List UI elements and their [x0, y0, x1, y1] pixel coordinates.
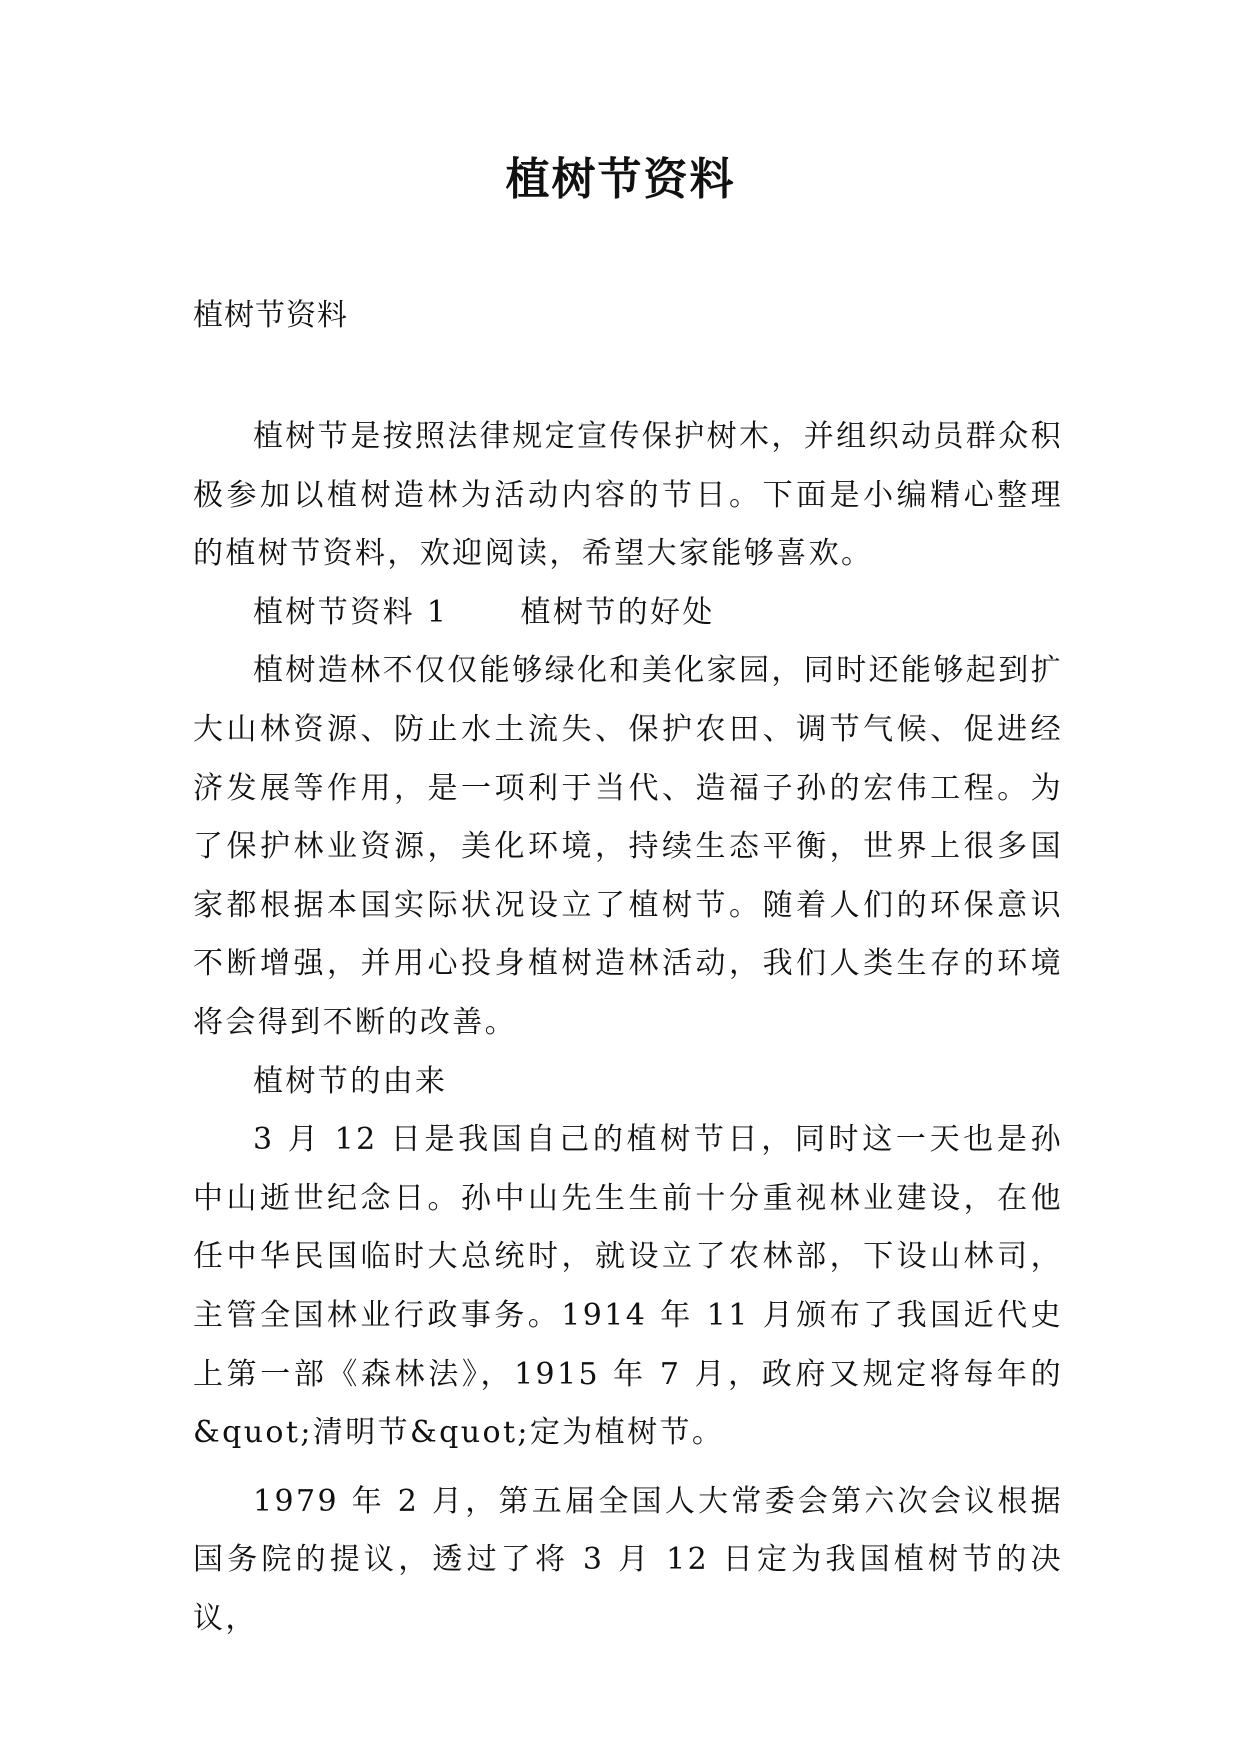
document-body [193, 408, 1063, 1648]
decision-paragraph: 1979 年 2 月，第五届全国人大常委会第六次会议根据国务院的提议，透过了将 3 月 12 日定为我国植树节的决议， [193, 1483, 1063, 1636]
section1-heading-line [193, 584, 1063, 643]
document-subtitle: 植树节资料 [193, 298, 348, 333]
document-title: 植树节资料 [505, 154, 736, 205]
origin-heading: 植树节的由来 [253, 1063, 448, 1099]
section1-label: 植树节资料 1 [253, 594, 449, 630]
benefits-paragraph: 植树造林不仅仅能够绿化和美化家园，同时还能够起到扩大山林资源、防止水土流失、保护农田、调节气候、促进经济发展等作用，是一项利于当代、造福子孙的宏伟工程。为了保护林业资源，美化环境，持续生态平衡，世界上很多国家都根据本国实际状况设立了植树节。随着人们的环保意识不断增强，并用心投身植树造林活动，我们人类生存的环境将会得到不断的改善。 [193, 653, 1063, 1040]
origin-paragraph: 3 月 12 日是我国自己的植树节日，同时这一天也是孙中山逝世纪念日。孙中山先生生前十分重视林业建设，在他任中华民国临时大总统时，就设立了农林部，下设山林司，主管全国林业行政事务。1914 年 11 月颁布了我国近代史上第一部《森林法》，1915 年 7 月，政府又规定将每年的&quot;清明节&quot;定为植树节。 [193, 1122, 1063, 1451]
section1-heading: 植树节的好处 [520, 594, 715, 630]
intro-paragraph: 植树节是按照法律规定宣传保护树木，并组织动员群众积极参加以植树造林为活动内容的节日。下面是小编精心整理的植树节资料，欢迎阅读，希望大家能够喜欢。 [193, 419, 1063, 572]
